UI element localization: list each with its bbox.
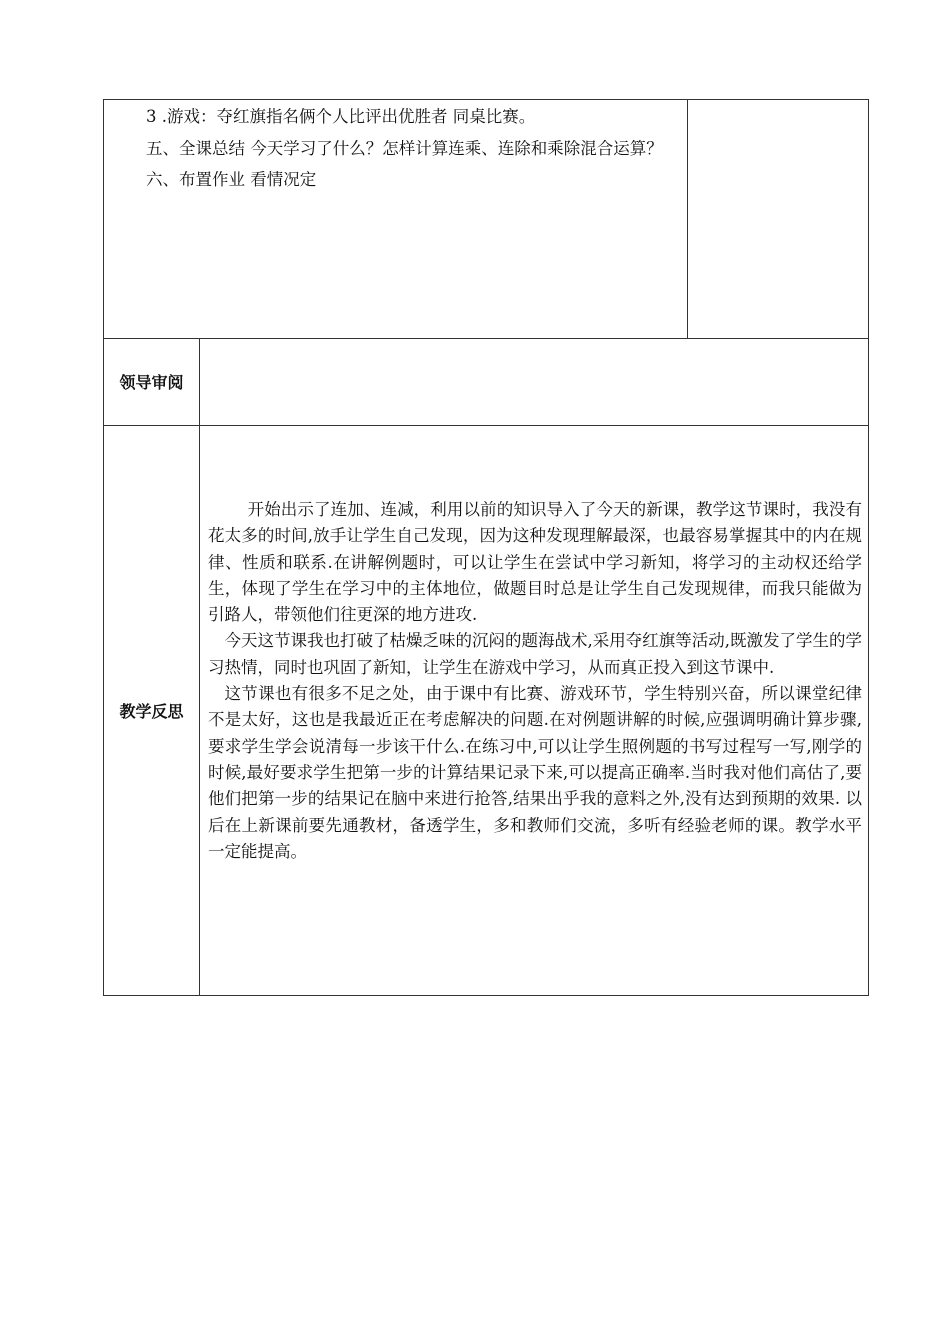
lesson-procedure-text: [113, 101, 683, 196]
procedure-summary-line: 五、全课总结 今天学习了什么？怎样计算连乘、连除和乘除混合运算？: [146, 138, 663, 158]
reflection-paragraph-1: 开始出示了连加、连减，利用以前的知识导入了今天的新课，教学这节课时，我没有花太多的时间,放手让学生自己发现，因为这种发现理解最深，也最容易掌握其中的内在规律、性质和联系.在讲解例题时，可以让学生在尝试中学习新知，将学习的主动权还给学生，体现了学生在学习中的主体地位，做题目时总是让学生自己发现规律，而我只能做为引路人，带领他们往更深的地方进攻.: [208, 500, 862, 625]
reflection-label-cell: [103, 425, 200, 996]
reflection-paragraph-3: 这节课也有很多不足之处，由于课中有比赛、游戏环节，学生特别兴奋，所以课堂纪律不是太好，这也是我最近正在考虑解决的问题.在对例题讲解的时候,应强调明确计算步骤,要求学生学会说清每一步该干什么.在练习中,可以让学生照例题的书写过程写一写,刚学的时候,最好要求学生把第一步的计算结果记录下来,可以提高正确率.当时我对他们高估了,要他们把第一步的结果记在脑中来进行抢答,结果出乎我的意料之外,没有达到预期的效果. 以后在上新课前要先通教材，备透学生，多和教师们交流，多听有经验老师的课。教学水平一定能提高。: [208, 684, 862, 861]
review-content-cell: [199, 338, 869, 426]
procedure-homework-line: 六、布置作业 看情况定: [146, 170, 317, 189]
procedure-game-line: 3 .游戏：夺红旗指名俩个人比评出优胜者 同桌比赛。: [146, 107, 536, 126]
reflection-text: [208, 497, 862, 865]
review-label-cell: [103, 338, 200, 426]
lesson-notes-cell: [687, 99, 869, 339]
reflection-paragraph-2: 今天这节课我也打破了枯燥乏味的沉闷的题海战术,采用夺红旗等活动,既激发了学生的学习热情，同时也巩固了新知，让学生在游戏中学习，从而真正投入到这节课中.: [208, 631, 862, 677]
review-label: 领导审阅: [119, 373, 184, 392]
reflection-label: 教学反思: [119, 701, 184, 721]
